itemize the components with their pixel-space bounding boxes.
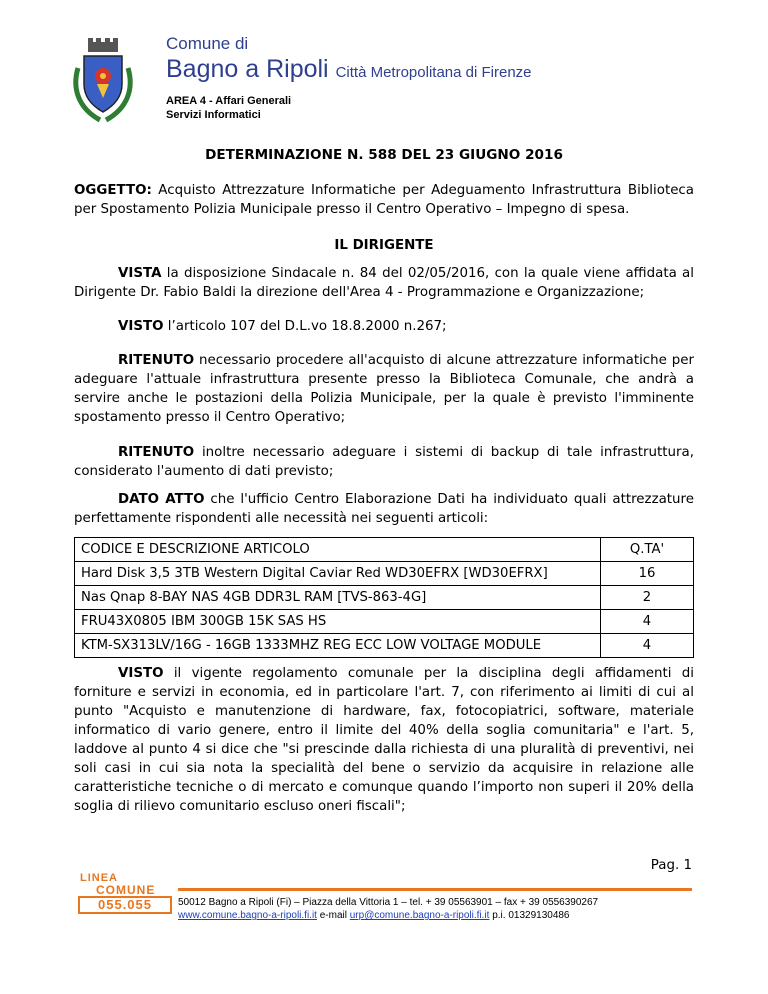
table-row [75, 634, 694, 658]
paragraph-text: inoltre necessario adeguare i sistemi di backup di tale infrastruttura, considerato l'aumento di dati previsto; [74, 445, 694, 479]
paragraph-ritenuto-1 [74, 351, 694, 427]
footer-contacts [178, 896, 598, 922]
paragraph-keyword: VISTO [118, 666, 164, 681]
linea-comune-logo [70, 872, 176, 916]
paragraph-dato-atto [74, 490, 694, 528]
paragraph-keyword: VISTA [118, 266, 162, 281]
piva-label: p.i. 01329130486 [492, 910, 570, 921]
oggetto-label: OGGETTO: [74, 183, 152, 198]
paragraph-text: che l'ufficio Centro Elaborazione Dati ha individuato quali attrezzature perfettamente rispondenti alle necessità nei seguenti articoli: [74, 492, 694, 526]
il-dirigente-heading: IL DIRIGENTE [334, 238, 434, 253]
table-row [75, 562, 694, 586]
table-cell-quantity: 16 [601, 562, 694, 586]
table-row [75, 610, 694, 634]
articles-table [74, 537, 694, 658]
table-cell-description: KTM-SX313LV/16G - 16GB 1333MHZ REG ECC LOW VOLTAGE MODULE [75, 634, 601, 658]
table-header-quantity: Q.TA' [601, 538, 694, 562]
page-number: Pag. 1 [650, 858, 692, 873]
paragraph-text: l’articolo 107 del D.L.vo 18.8.2000 n.267; [163, 319, 447, 334]
paragraph-text: la disposizione Sindacale n. 84 del 02/05/2016, con la quale viene affidata al Dirigente Dr. Fabio Baldi la direzione dell'Area 4 - Programmazione e Organizzazione; [74, 266, 694, 300]
footer-address: 50012 Bagno a Ripoli (Fi) – Piazza della Vittoria 1 – tel. + 39 05563901 – fax + 39 0556390267 [178, 897, 599, 908]
logo-word-linea: LINEA [80, 872, 118, 884]
table-cell-description: Nas Qnap 8-BAY NAS 4GB DDR3L RAM [TVS-863-4G] [75, 586, 601, 610]
oggetto-paragraph [74, 181, 694, 219]
footer-divider [178, 888, 692, 891]
paragraph-keyword: DATO ATTO [118, 492, 205, 507]
town-label: Bagno a Ripoli [166, 55, 329, 83]
logo-number: 055.055 [78, 896, 172, 914]
table-row [75, 586, 694, 610]
paragraph-text: necessario procedere all'acquisto di alcune attrezzature informatiche per adeguare l'attuale infrastruttura presente presso la Biblioteca Comunale, che andrà a servire anche le postazioni della Polizia Municipale, per la quale è previsto l'imminente spostamento presso il Centro Operativo; [74, 353, 694, 425]
table-cell-quantity: 4 [601, 634, 694, 658]
paragraph-text: il vigente regolamento comunale per la disciplina degli affidamenti di forniture e servizi in economia, ed in particolare l'art. 7, con riferimento ai limiti di cui al punto "Acquisto e manutenzione di hardware, fax, fotocopiatrici, software, materiale informatico di vario genere, entro il limite del 40% della soglia comunitaria" e l'art. 5, laddove al punto 4 si dice che "si prescinde dalla richiesta di una pluralità di preventivi, nei soli casi in cui sia nota la specialità del bene o servizio da acquisire in relazione alle caratteristiche tecniche o di mercato e comunque quando l’importo non superi il 20% della soglia di rilievo comunitario escluso oneri fiscali"; [74, 666, 694, 814]
paragraph-vista [74, 264, 694, 302]
paragraph-visto-regolamento [74, 664, 694, 816]
determination-title: DETERMINAZIONE N. 588 DEL 23 GIUGNO 2016 [205, 147, 563, 163]
coat-of-arms-icon [70, 38, 136, 124]
email-label: e-mail [319, 910, 347, 921]
letterhead [166, 34, 532, 122]
footer-links [178, 909, 598, 922]
paragraph-keyword: VISTO [118, 319, 164, 334]
town-name [166, 54, 532, 88]
oggetto-text: Acquisto Attrezzature Informatiche per Adeguamento Infrastruttura Biblioteca per Spostamento Polizia Municipale presso il Centro Operativo – Impegno di spesa. [74, 183, 694, 217]
area-label: AREA 4 - Affari Generali [166, 95, 292, 107]
metro-label: Città Metropolitana di Firenze [335, 64, 532, 81]
paragraph-ritenuto-2 [74, 443, 694, 481]
paragraph-visto-107 [74, 317, 694, 336]
paragraph-keyword: RITENUTO [118, 445, 195, 460]
email-link[interactable]: urp@comune.bagno-a-ripoli.fi.it [349, 910, 490, 921]
table-cell-description: Hard Disk 3,5 3TB Western Digital Caviar Red WD30EFRX [WD30EFRX] [75, 562, 601, 586]
table-cell-description: FRU43X0805 IBM 300GB 15K SAS HS [75, 610, 601, 634]
table-cell-quantity: 4 [601, 610, 694, 634]
website-link[interactable]: www.comune.bagno-a-ripoli.fi.it [178, 910, 317, 921]
table-header-description: CODICE E DESCRIZIONE ARTICOLO [75, 538, 601, 562]
servizi-label: Servizi Informatici [166, 109, 261, 121]
paragraph-keyword: RITENUTO [118, 353, 195, 368]
table-cell-quantity: 2 [601, 586, 694, 610]
table-header-row [75, 538, 694, 562]
logo-word-comune: COMUNE [96, 883, 156, 897]
comune-di-label: Comune di [166, 34, 249, 53]
